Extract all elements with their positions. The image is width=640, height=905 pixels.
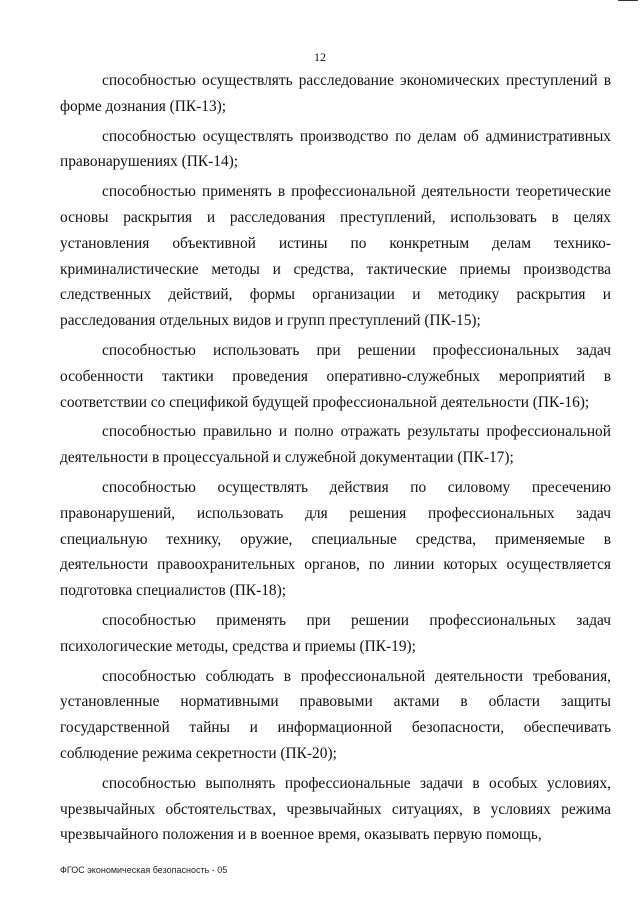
paragraph-continued: способностью выполнять профессиональные задачи в особых условиях, чрезвычайных обстоятельствах, чрезвычайных ситуациях, в условиях режима чрезвычайного положения и в военное время, оказывать первую помощь, (60, 774, 611, 844)
page-body (60, 68, 611, 852)
page-number: 12 (314, 50, 326, 64)
paragraph-pk-13: способностью осуществлять расследование экономических преступлений в форме дознания (ПК-13); (60, 72, 611, 115)
page-footer: ФГОС экономическая безопасность - 05 (60, 865, 228, 875)
paragraph-pk-17: способностью правильно и полно отражать результаты профессиональной деятельности в процессуальной и служебной документации (ПК-17); (60, 423, 611, 467)
paragraph-pk-14: способностью осуществлять производство по делам об административных правонарушениях (ПК-14); (60, 127, 611, 171)
paragraph-pk-16: способностью использовать при решении профессиональных задач особенности тактики проведения оперативно-служебных мероприятий в соответствии со спецификой будущей профессиональной деятельности (ПК-16); (60, 341, 611, 411)
top-edge-mark (618, 0, 638, 1)
paragraph-pk-19: способностью применять при решении профессиональных задач психологические методы, средства и приемы (ПК-19); (60, 611, 611, 655)
paragraph-pk-18: способностью осуществлять действия по силовому пресечению правонарушений, использовать для решения профессиональных задач специальную технику, оружие, специальные средства, применяемые в деятельности правоохранительных органов, по линии которых осуществляется подготовка специалистов (ПК-18); (60, 478, 611, 600)
paragraph-pk-15: способностью применять в профессиональной деятельности теоретические основы раскрытия и расследования преступлений, использовать в целях установления объективной истины по конкретным делам технико-криминалистические методы и средства, тактические приемы производства следственных действий, формы организации и методику раскрытия и расследования отдельных видов и групп преступлений (ПК-15); (60, 183, 611, 330)
paragraph-pk-20: способностью соблюдать в профессиональной деятельности требования, установленные нормативными правовыми актами в области защиты государственной тайны и информационной безопасности, обеспечивать соблюдение режима секретности (ПК-20); (60, 667, 611, 762)
